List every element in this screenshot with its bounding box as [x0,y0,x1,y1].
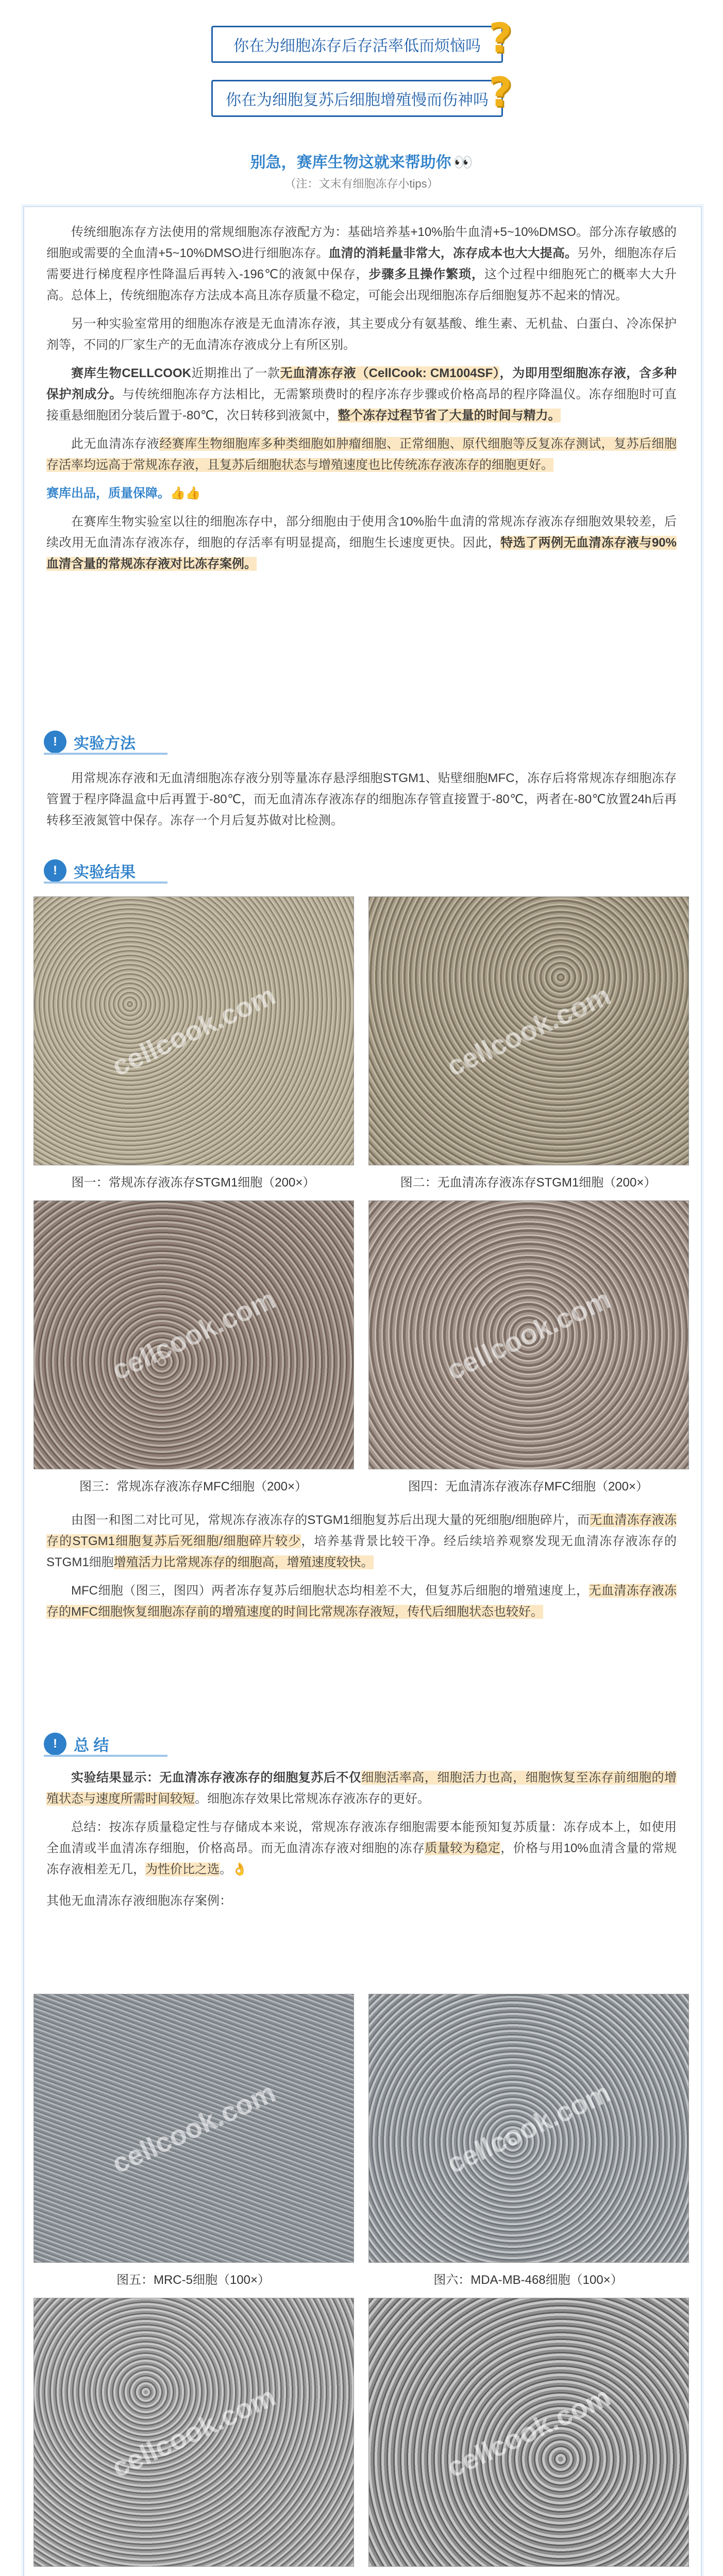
p1-bold-2: 步骤多且操作繁琐， [368,267,484,281]
figure-6-caption: 图六：MDA-MB-468细胞（100×） [433,2273,623,2287]
section-method-header [44,729,136,755]
question-box-2 [211,70,512,117]
r1-a: 由图一和图二对比可见，常规冻存液冻存的STGM1细胞复苏后出现大量的死细胞/细胞碎片，而 [71,1513,590,1527]
r2-a: MFC细胞（图三，图四）两者冻存复苏后细胞状态均相差不大，但复苏后细胞的增殖速度上， [71,1584,589,1598]
p4-c: 复苏后细胞存活率均远高于常规冻存液，且复苏后细胞状态与增殖速度也比传统冻存液冻存的细胞更好。 [46,437,677,472]
question-mark-icon: ? [489,70,512,116]
p3-e: 含多种保护剂成分。 [46,366,677,401]
intro-note: （注：文末有细胞冻存小tips） [284,177,439,190]
figure-7-image [33,2298,354,2567]
r1-d: 增殖活力比常规冻存的细胞高，增殖速度较快。 [113,1555,374,1569]
r2-b: 无血清冻存液冻存的MFC细胞恢复细胞冻存前的增殖速度的时间比常规冻存液短，传代后细胞状态也较好。 [46,1584,677,1619]
figure-2-caption: 图二：无血清冻存液冻存STGM1细胞（200×） [400,1176,657,1190]
p6-a: 在赛库生物实验室以往的细胞冻存中，部分细胞由于使用含10%胎牛血清的常规冻存液冻存细胞效果较差，后续改用无血清冻存液冻存，细胞的存活率有明显提高，细胞生长速度更快。因此， [46,515,677,550]
figure-8-image [368,2298,689,2567]
p1-e: 这个过程中细胞死亡的概率大大升高。总体上，传统细胞冻存方法成本高且冻存质量不稳定，可能会出现细胞冻存后细胞复苏不起来的情况。 [46,267,677,302]
s2-d: 为性价比之选 [145,1862,220,1876]
p6-b: 特选了两例无血清冻存液与90%血清含量的常规冻存液对比冻存案例。 [46,536,677,571]
figure-5-caption: 图五：MRC-5细胞（100×） [116,2273,271,2287]
question-box-1 [211,15,512,63]
s2-c: ，价格与用10%血清含量的常规冻存液相差无几， [46,1841,677,1876]
p4-b: 经赛库生物细胞库多种类细胞如肿瘤细胞、正常细胞、原代细胞等反复冻存测试， [159,437,614,451]
r1-c: ，培养基背景比较干净。经后续培养观察发现无血清冻存液冻存的STGM1细胞 [46,1534,677,1569]
section-summary-header [44,1731,109,1757]
section-underline [44,1755,167,1757]
p1-bold: 血清的消耗量非常大，冻存成本也大大提高。 [328,246,578,260]
intro-title-text: 别急，赛库生物这就来帮助你 [250,154,451,171]
thumbs-up-icon: 👍👍 [170,486,201,500]
p4-a: 此无血清冻存液 [71,437,160,451]
figure-3-caption: 图三：常规冻存液冻存MFC细胞（200×） [79,1480,308,1494]
s1-a: 实验结果显示：无血清冻存液冻存的细胞复苏后不仅 [71,1771,362,1785]
paragraph-6 [46,511,677,574]
method-text: 用常规冻存液和无血清细胞冻存液分别等量冻存悬浮细胞STGM1、贴壁细胞MFC，冻存后将常规冻存细胞冻存管置于程序降温盒中后再置于-80℃，而无血清冻存液冻存的细胞冻存管直接置于-80℃，两者在-80℃放置24h后再转移至液氮管中保存。冻存一个月后复苏做对比检测。 [46,771,677,827]
paragraph-5 [46,483,677,504]
section-result-title: 实验结果 [74,864,136,881]
summary-paragraph-2 [46,1817,677,1880]
p1-text: 传统细胞冻存方法使用的常规细胞冻存液配方为：基础培养基+10%胎牛血清+5~10%DMSO。部分冻存敏感的细胞或需要的全血清+5~10%DMSO进行细胞冻存。 [46,225,677,260]
section-underline [44,882,167,884]
p3-g: 整个冻存过程节省了大量的时间与精力。 [338,409,561,422]
r1-b: 无血清冻存液冻存的STGM1细胞复苏后死细胞/细胞碎片较少 [46,1513,677,1548]
section-summary-title: 总 结 [74,1737,109,1754]
result-paragraph-1 [46,1510,677,1573]
question-banner [0,15,723,124]
result-paragraph-2 [46,1580,677,1622]
p3-d: ，为即用型细胞冻存液， [499,366,639,380]
result-text-block [46,1510,677,1630]
watermark: cellcook.com [442,2077,615,2180]
s1-c: 。细胞冻存效果比常规冻存液冻存的更好。 [195,1792,430,1806]
figure-7-caption [33,2573,353,2576]
s1-b: 细胞活率高，细胞活力也高，细胞恢复至冻存前细胞的增殖状态与速度所需时间较短 [46,1771,677,1806]
watermark: cellcook.com [442,2381,615,2484]
watermark: cellcook.com [107,979,280,1082]
lightbulb-icon: ! [44,731,66,753]
summary-text-block [46,1767,677,1919]
p3-f: 与传统细胞冻存方法相比，无需繁琐费时的程序冻存步骤或价格高昂的程序降温仪。冻存细胞时可直接重悬细胞团分装后置于-80℃，次日转移到液氮中， [46,387,677,422]
paragraph-3 [46,363,677,426]
eyes-icon: 👀 [453,154,473,171]
watermark: cellcook.com [442,979,615,1082]
paragraph-2: 另一种实验室常用的细胞冻存液是无血清冻存液，其主要成分有氨基酸、维生素、无机盐、白蛋白、冷冻保护剂等，不同的厂家生产的无血清冻存液成分上有所区别。 [46,317,677,352]
s2-a: 总结：按冻存质量稳定性与存储成本来说，常规冻存液冻存细胞需要本能预知复苏质量：冻存成本上，如使用全血清或半血清冻存细胞，价格高昂。而无血清冻存液对细胞的冻存 [46,1820,677,1855]
section-method-title: 实验方法 [74,735,136,752]
section-underline [44,753,167,755]
lightbulb-icon: ! [44,859,66,882]
question-mark-icon: ? [489,15,512,62]
watermark: cellcook.com [107,2381,280,2484]
figure-1-image [33,896,354,1165]
p3-b: 近期推出了一款 [191,366,280,380]
question-1-text: 你在为细胞冻存后存活率低而烦恼吗 [233,38,481,55]
s2-b: 质量较为稳定 [425,1841,501,1855]
p5-title: 赛库出品，质量保障。 [46,486,170,500]
method-text-block [46,768,677,838]
paragraph-4 [46,433,677,476]
section-result-header [44,858,136,884]
figure-6-image [368,1994,689,2263]
figure-3-image [33,1200,354,1469]
watermark: cellcook.com [107,2077,280,2180]
p3-product: 无血清冻存液（CellCook: CM1004SF） [280,366,500,380]
watermark: cellcook.com [107,1283,280,1386]
intro-title [0,149,723,172]
figure-1-caption: 图一：常规冻存液冻存STGM1细胞（200×） [71,1176,315,1190]
p3-brand: 赛库生物CELLCOOK [71,366,191,380]
watermark: cellcook.com [442,1283,615,1386]
paragraph-1 [46,222,677,306]
figure-4-image [368,1200,689,1469]
summary-paragraph-1 [46,1767,677,1809]
figure-8-caption [368,2573,688,2576]
ok-hand-icon: 。👌 [220,1862,247,1876]
other-cases-heading: 其他无血清冻存液细胞冻存案例： [46,1894,232,1908]
lightbulb-icon: ! [44,1733,66,1755]
intro-paragraphs [46,222,677,582]
p1-c: 另外，细胞冻存后需要进行梯度程序性降温后再转入-196℃的液氮中保存， [46,246,677,281]
question-2-text: 你在为细胞复苏后细胞增殖慢而伤神吗 [226,92,489,109]
figure-4-caption: 图四：无血清冻存液冻存MFC细胞（200×） [408,1480,649,1494]
figure-5-image [33,1994,354,2263]
figure-2-image [368,896,689,1165]
